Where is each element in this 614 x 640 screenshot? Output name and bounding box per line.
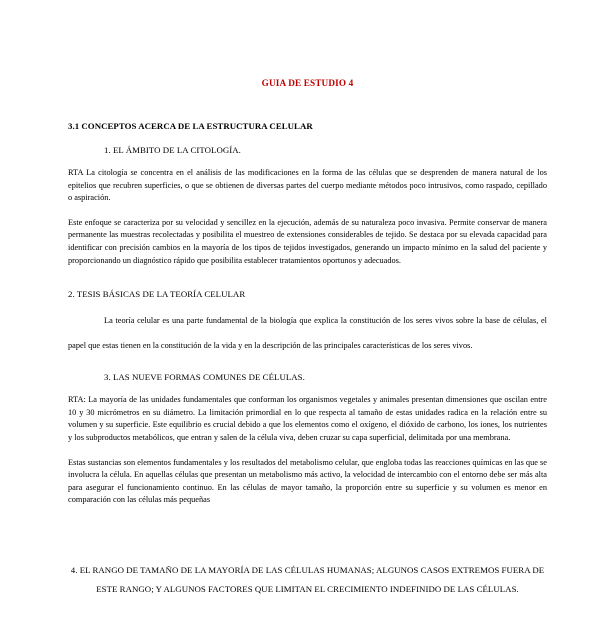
document-content bbox=[68, 0, 547, 600]
question-heading-2: 2. TESIS BÁSICAS DE LA TEORÍA CELULAR bbox=[68, 289, 246, 300]
question-1-paragraph-2: Este enfoque se caracteriza por su velocidad y sencillez en la ejecución, además de su naturaleza poco invasiva. Permite conservar de manera permanente las muestras recolectadas y posibilita el muestreo de extensiones considerables de tejido. Se destaca por su elevada capacidad para identificar con precisión cambios en la mayoría de los tipos de tejidos investigados, generando un impacto mínimo en la salud del paciente y proporcionando un diagnóstico rápido que posibilita establecer tratamientos oportunos y adecuados. bbox=[68, 217, 547, 265]
section-heading-3-1: 3.1 CONCEPTOS ACERCA DE LA ESTRUCTURA CELULAR bbox=[68, 121, 313, 131]
question-heading-1: 1. EL ÁMBITO DE LA CITOLOGÍA. bbox=[104, 145, 241, 155]
question-2-paragraph-1: La teoría celular es una parte fundamental de la biología que explica la constitución de los seres vivos sobre la base de células, el papel que estas tienen en la constitución de la vida y en la descripción de las principales características de los seres vivos. bbox=[68, 316, 547, 350]
question-heading-4: 4. EL RANGO DE TAMAÑO DE LA MAYORÍA DE LAS CÉLULAS HUMANAS; ALGUNOS CASOS EXTREMOS FUERA DE ESTE RANGO; Y ALGUNOS FACTORES QUE LIMITAN EL CRECIMIENTO INDEFINIDO DE LAS CÉLULAS. bbox=[70, 564, 545, 595]
question-heading-3: 3. LAS NUEVE FORMAS COMUNES DE CÉLULAS. bbox=[104, 372, 305, 383]
question-1-paragraph-1: RTA La citología se concentra en el análisis de las modificaciones en la forma de las células que se desprenden de manera natural de los epitelios que recubren superficies, o que se obtienen de diversas partes del cuerpo mediante métodos poco intrusivos, como raspado, cepillado o aspiración. bbox=[68, 168, 547, 203]
question-3-paragraph-1: RTA: La mayoría de las unidades fundamentales que conforman los organismos vegetales y animales presentan dimensiones que oscilan entre 10 y 30 micrómetros en su diámetro. La limitación primordial en lo que respecta al tamaño de estas unidades radica en la relación entre su volumen y su superficie. Este equilibrio es crucial debido a que los elementos como el oxígeno, el dióxido de carbono, los iones, los nutrientes y los subproductos metabólicos, que entran y salen de la célula viva, deben cruzar su capa superficial, delimitada por una membrana. bbox=[68, 395, 547, 442]
question-3-paragraph-2: Estas sustancias son elementos fundamentales y los resultados del metabolismo celular, que engloba todas las reacciones químicas en las que se involucra la célula. En aquellas células que presentan un metabolismo más activo, la velocidad de intercambio con el entorno debe ser más alta para asegurar el funcionamiento continuo. En las células de mayor tamaño, la proporción entre su superficie y su volumen es menor en comparación con las células más pequeñas bbox=[68, 457, 547, 505]
document-title: GUIA DE ESTUDIO 4 bbox=[261, 78, 354, 88]
